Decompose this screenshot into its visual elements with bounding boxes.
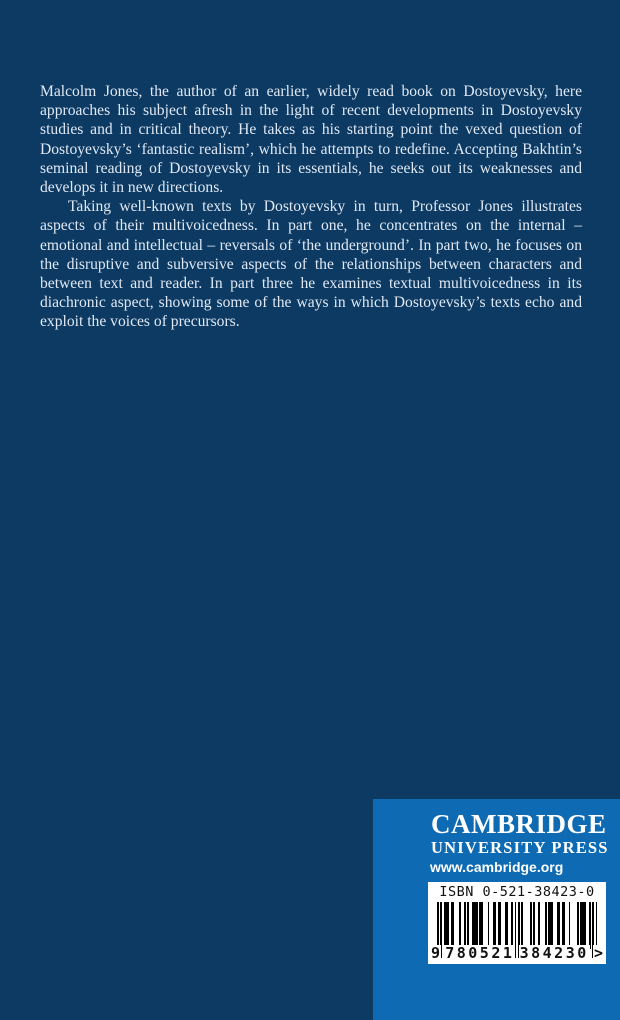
isbn-barcode-box — [428, 882, 606, 964]
blurb-paragraph-2: Taking well-known texts by Dostoyevsky in turn, Professor Jones illustrates aspects of their multivoicedness. In part one, he concentrates on the internal – emotional and intellectual – reversals of ‘the underground’. In part two, he focuses on the disruptive and subversive aspects of the relationships between characters and between text and reader. In part three he examines textual multivoicedness in its diachronic aspect, showing some of the ways in which Dostoyevsky’s texts echo and exploit the voices of precursors. — [40, 198, 582, 331]
blurb — [40, 82, 582, 332]
barcode-digit-leading: 9 — [431, 944, 441, 962]
publisher-block — [373, 799, 620, 1020]
isbn-label: ISBN 0-521-38423-0 — [439, 884, 595, 900]
barcode-digits — [430, 945, 604, 961]
barcode-digit-group2: 384230 — [519, 944, 589, 962]
barcode-digit-group1: 780521 — [445, 944, 515, 962]
publisher-logo-cambridge: CAMBRIDGE — [431, 809, 607, 839]
blurb-paragraph-1: Malcolm Jones, the author of an earlier, widely read book on Dostoyevsky, here approaches his subject afresh in the light of recent developments in Dostoyevsky studies and in critical theory. He takes as his starting point the vexed question of Dostoyevsky’s ‘fantastic realism’, which he attempts to redefine. Accepting Bakhtin’s seminal reading of Dostoyevsky in its essentials, he seeks out its weaknesses and develops it in new directions. — [40, 83, 582, 197]
barcode-chevron: > — [593, 944, 603, 962]
publisher-logo-university-press: UNIVERSITY PRESS — [431, 838, 609, 857]
publisher-website: www.cambridge.org — [430, 859, 564, 875]
